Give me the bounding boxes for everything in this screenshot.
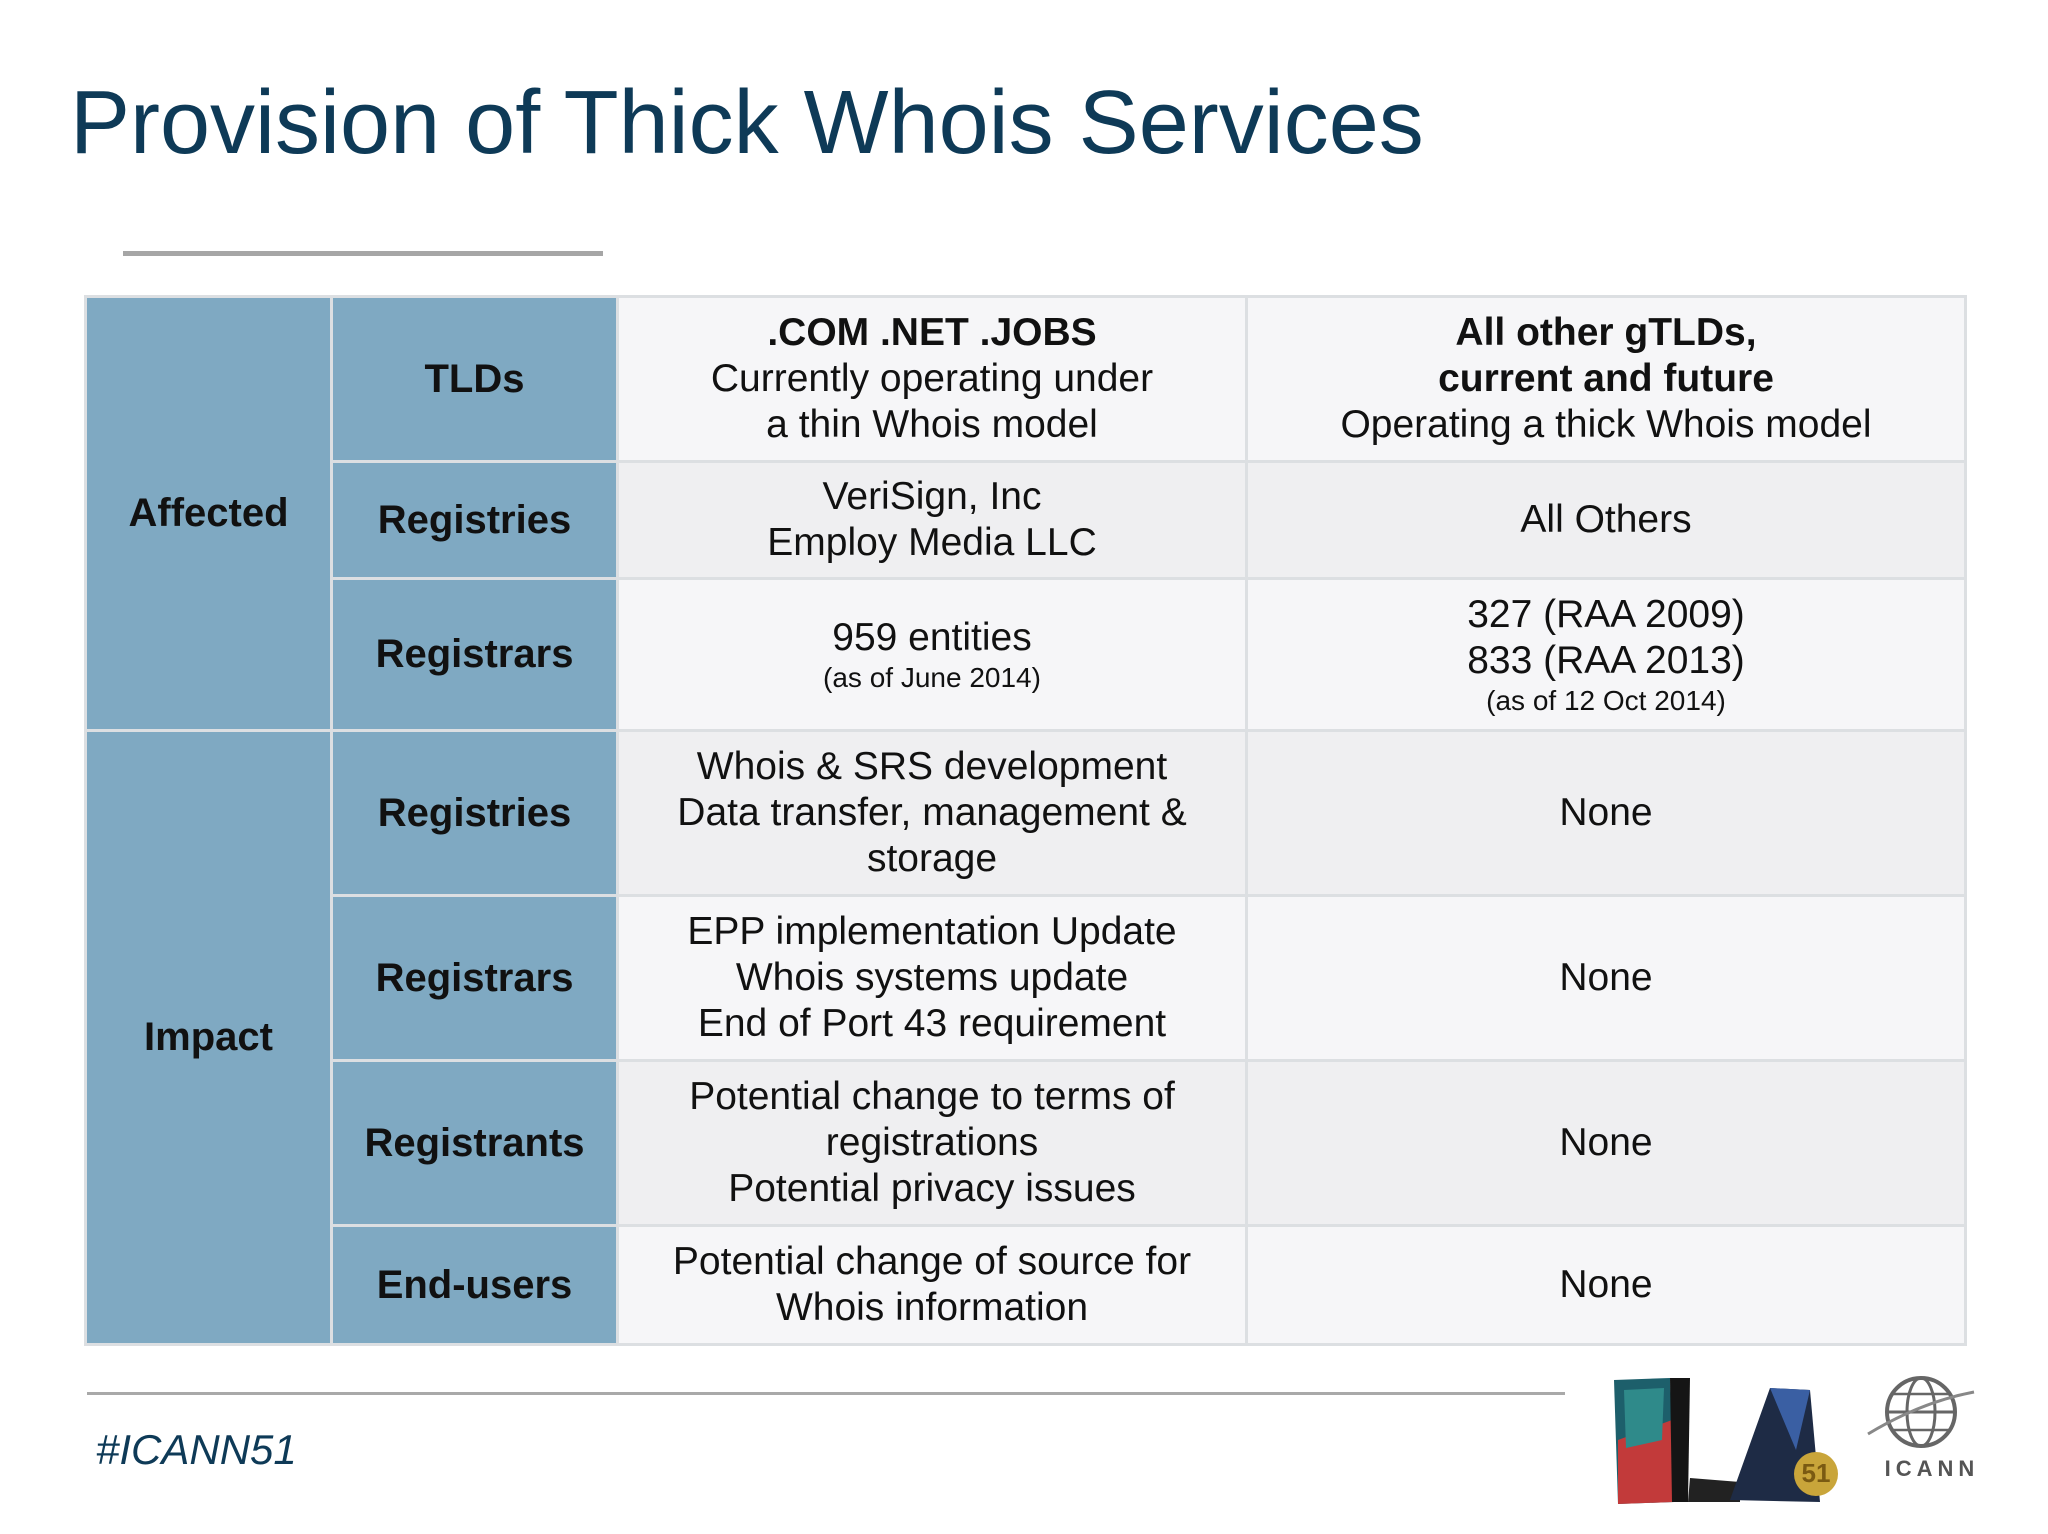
thick-tlds-cell: All other gTLDs, current and future Operating a thick Whois model (1247, 297, 1966, 462)
table-row (86, 297, 1966, 462)
icann-globe-icon (1866, 1372, 1976, 1452)
la-51-logo-icon (1610, 1370, 1850, 1510)
row-header: TLDs (332, 297, 618, 462)
hashtag: #ICANN51 (96, 1426, 297, 1473)
table-cell: All Others (1247, 462, 1966, 579)
table-cell: None (1247, 731, 1966, 896)
table-cell: Potential change of source for Whois information (618, 1226, 1247, 1345)
table-cell: None (1247, 896, 1966, 1061)
table-cell: None (1247, 1061, 1966, 1226)
table-row (86, 1061, 1966, 1226)
row-header: Registrants (332, 1061, 618, 1226)
table-row (86, 462, 1966, 579)
row-header: Registrars (332, 579, 618, 731)
row-header: End-users (332, 1226, 618, 1345)
group-affected: Affected (86, 297, 332, 731)
table-cell: None (1247, 1226, 1966, 1345)
table-cell: 959 entities (as of June 2014) (618, 579, 1247, 731)
table-cell: EPP implementation Update Whois systems update End of Port 43 requirement (618, 896, 1247, 1061)
slide-title: Provision of Thick Whois Services (70, 73, 1424, 173)
title-divider (123, 251, 603, 256)
table-row (86, 579, 1966, 731)
table-row (86, 731, 1966, 896)
row-header: Registries (332, 731, 618, 896)
la-logo-number: 51 (1801, 1458, 1831, 1488)
table-row (86, 896, 1966, 1061)
table-cell: VeriSign, Inc Employ Media LLC (618, 462, 1247, 579)
footer-divider (87, 1392, 1565, 1395)
table-cell: Potential change to terms of registrations Potential privacy issues (618, 1061, 1247, 1226)
row-header: Registries (332, 462, 618, 579)
thick-whois-table (84, 295, 1967, 1346)
row-header: Registrars (332, 896, 618, 1061)
group-impact: Impact (86, 731, 332, 1345)
table-row (86, 1226, 1966, 1345)
table-cell: Whois & SRS development Data transfer, management & storage (618, 731, 1247, 896)
table-cell: 327 (RAA 2009) 833 (RAA 2013) (as of 12 Oct 2014) (1247, 579, 1966, 731)
thin-tlds-cell: .COM .NET .JOBS Currently operating under a thin Whois model (618, 297, 1247, 462)
icann-wordmark: ICANN (1884, 1456, 1980, 1481)
